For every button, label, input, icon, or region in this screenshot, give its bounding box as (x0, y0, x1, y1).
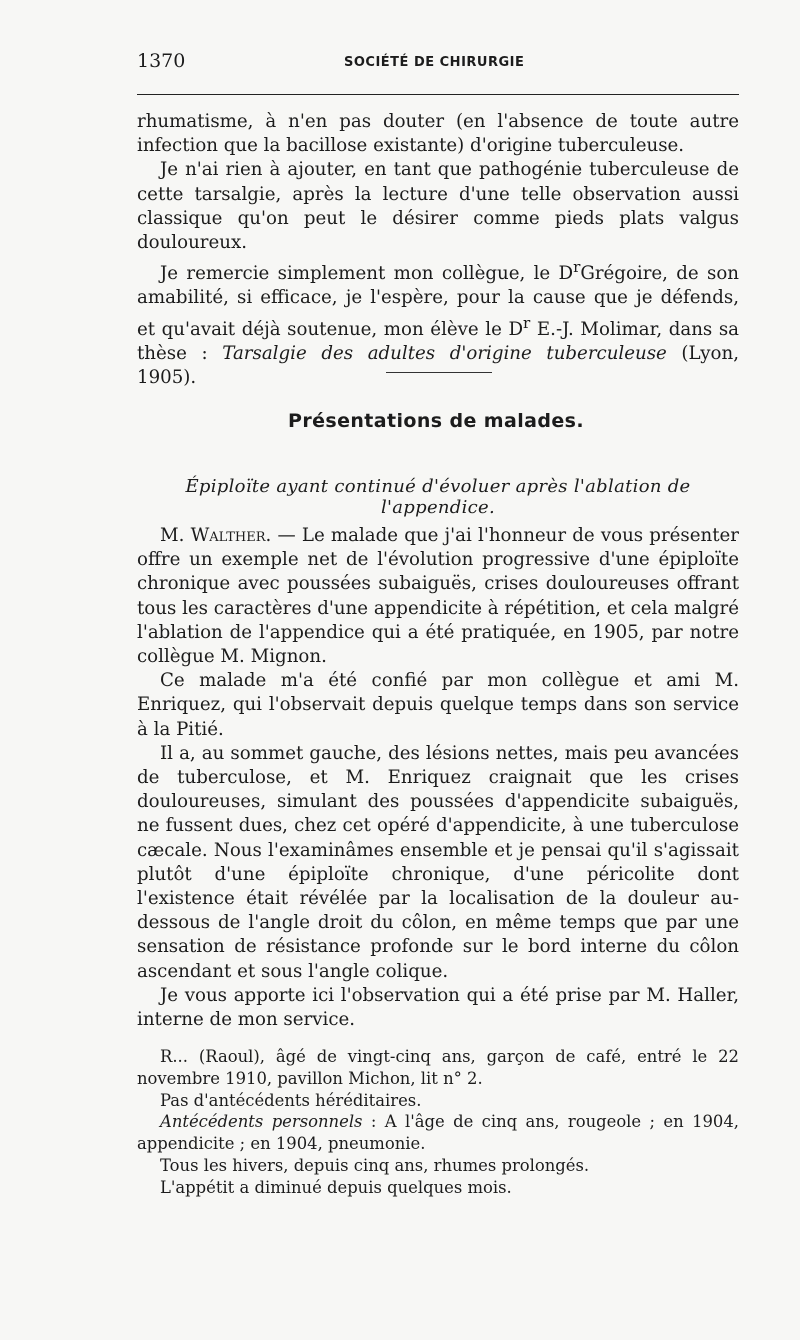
page-header (137, 50, 737, 80)
observation-text (137, 1046, 739, 1199)
report-text (137, 524, 739, 1032)
speaker-name: M. Walther. (160, 525, 272, 546)
observation-line-3 (137, 1111, 739, 1155)
thanks-text-4: (Lyon, 1905). (137, 342, 740, 389)
section-heading: Présentations de malades. (288, 410, 584, 432)
running-head: SOCIÉTÉ DE CHIRURGIE (344, 55, 525, 70)
antecedents-label: Antécédents personnels (160, 1112, 363, 1132)
page-number: 1370 (137, 50, 186, 72)
thanks-sup-2: r (523, 313, 531, 332)
antecedents-text: : A l'âge de cinq ans, rougeole ; en 1904, appendicite ; en 1904, pneumonie. (137, 1112, 739, 1154)
intro-text (137, 110, 739, 390)
report-paragraph-1 (137, 524, 739, 669)
intro-paragraph-1: rhumatisme, à n'en pas douter (en l'absence de toute autre infection que la bacillose existante) d'origine tuberculeuse. (137, 111, 739, 157)
header-rule (137, 94, 739, 95)
report-paragraph-3: Il a, au sommet gauche, des lésions nettes, mais peu avancées de tuberculose, et M. Enriquez craignait que les crises douloureuses, simulant des poussées d'appendicite subaiguës, ne fussent dues, chez cet opéré d'appendicite, à une tuberculose cæcale. Nous l'examinâmes ensemble et je pensai qu'il s'agissait plutôt d'une épiploïte chronique, d'une péricolite dont l'existence était révélée par la localisation de la douleur au-dessous de l'angle droit du côlon, en même temps que par une sensation de résistance profonde sur le bord interne du côlon ascendant et sous l'angle colique. (137, 742, 739, 982)
thanks-text-1: Je remercie simplement mon collègue, le D (160, 263, 574, 285)
thesis-title: Tarsalgie des adultes d'origine tuberculeuse (222, 342, 667, 364)
section-subheading: Épiploïte ayant continué d'évoluer après l'ablation de l'appendice. (185, 476, 691, 518)
report-paragraph-4: Je vous apporte ici l'observation qui a été prise par M. Haller, interne de mon service. (137, 984, 739, 1031)
thanks-paragraph (137, 255, 739, 390)
thanks-sup-1: r (573, 258, 581, 277)
report-first-text: — Le malade que j'ai l'honneur de vous présenter offre un exemple net de l'évolution progressive d'une épiploïte chronique avec poussées subaiguës, crises douloureuses offrant tous les caractères d'une appendicite à répétition, et cela malgré l'ablation de l'appendice qui a été pratiquée, en 1905, par notre collègue M. Mignon. (137, 525, 739, 668)
report-paragraph-2: Ce malade m'a été confié par mon collègue et ami M. Enriquez, qui l'observait depuis quelque temps dans son service à la Pitié. (137, 670, 739, 740)
section-divider (386, 372, 492, 373)
thanks-text-2: Grégoire, de son amabilité, si efficace, je l'espère, pour la cause que je défends, et qu'avait déjà soutenue, mon élève le D (137, 263, 739, 340)
observation-line-2: Pas d'antécédents héréditaires. (160, 1090, 422, 1110)
observation-line-5: L'appétit a diminué depuis quelques mois. (160, 1177, 512, 1197)
intro-paragraph-2: Je n'ai rien à ajouter, en tant que pathogénie tuberculeuse de cette tarsalgie, après la lecture d'une telle observation aussi classique qu'on peut le désirer comme pieds plats valgus douloureux. (137, 159, 739, 254)
thanks-text-3: E.-J. Molimar, dans sa thèse : (137, 318, 740, 364)
observation-line-1: R... (Raoul), âgé de vingt-cinq ans, garçon de café, entré le 22 novembre 1910, pavillon Michon, lit n° 2. (137, 1047, 739, 1088)
observation-line-4: Tous les hivers, depuis cinq ans, rhumes prolongés. (160, 1155, 590, 1175)
